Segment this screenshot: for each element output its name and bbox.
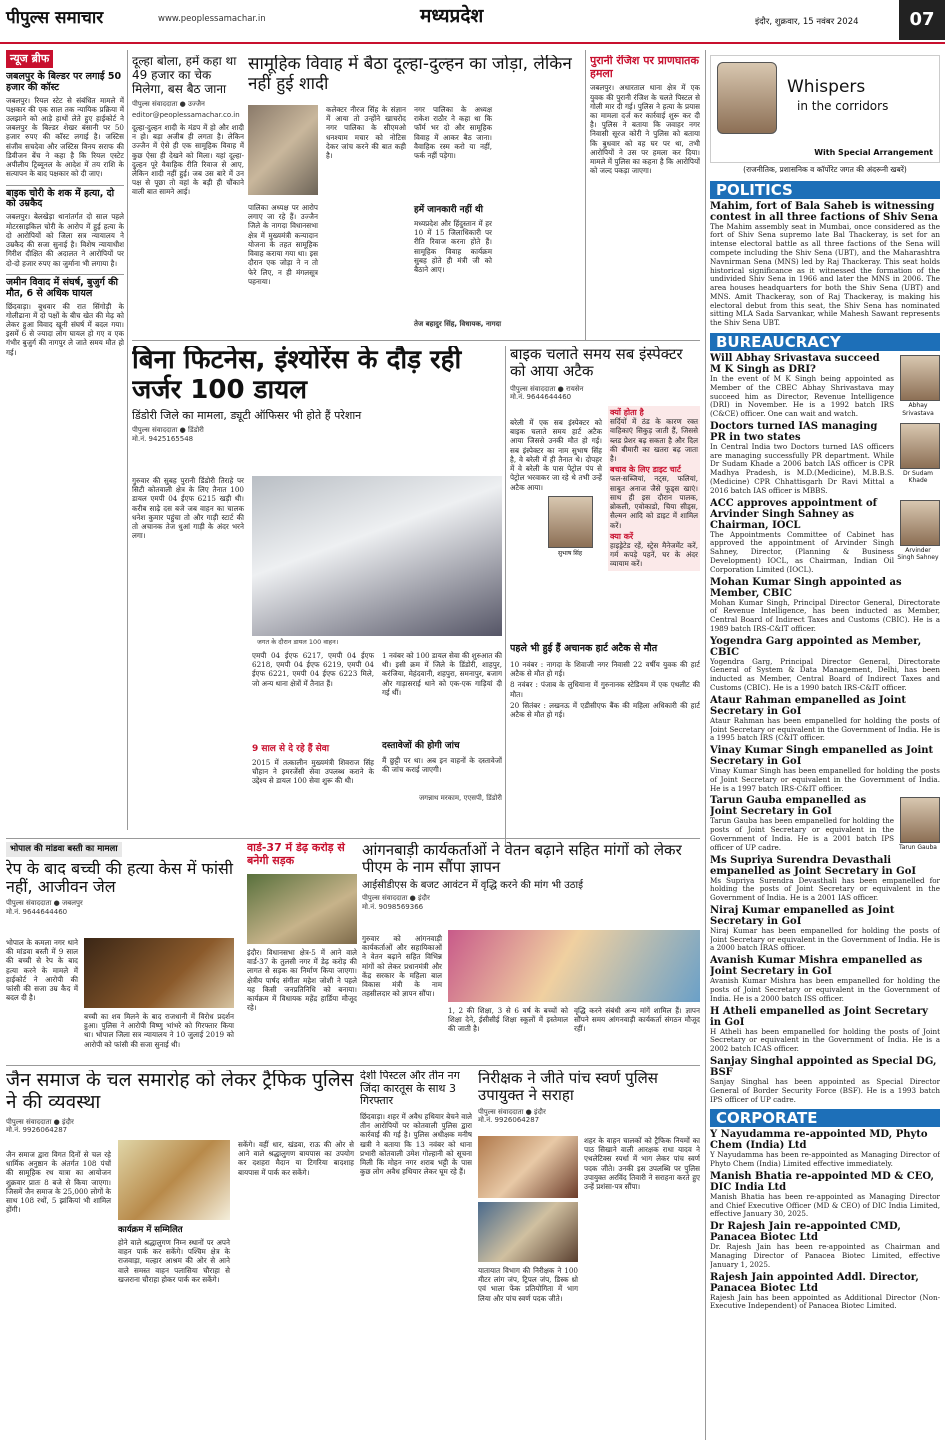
byline: पीपुल्स संवाददाता [132, 426, 178, 435]
photo-caption: जगत के दौरान डायल 100 वाहन। [257, 638, 339, 646]
item-title: Ataur Rahman empanelled as Joint Secretary in GoI [710, 694, 906, 717]
item-title: Tarun Gauba empanelled as Joint Secretary in GoI [710, 795, 867, 818]
anganwadi-photo [448, 930, 700, 1002]
dateline: डिंडोरी [188, 426, 204, 435]
columnist-photo [717, 62, 777, 134]
bureaucracy-item [710, 577, 940, 634]
column-divider [505, 346, 506, 846]
story-dial100: बिना फिटनेस, इंश्योरेंस के दौड़ रही जर्जर 100 डायल डिंडोरी जिले का मामला, ड्यूटी ऑफिसर भी होते हैं परेशान पीपुल्स संवाददाता ● डिंडोरी मो.नं. 9425165548 जगत के दौरान डायल 100 वाहन। गुरुवार की सुबह पुरानी डिंडोरी तिराहे पर सिटी कोतवाली क्षेत्र के लिए तैनात 100 डायल एमपी 04 ईएफ 6215 खड़ी थी। करीब साढ़े दस बजे जब वाहन का चालक धनेश कुमार पहुंचा तो और गाड़ी स्टार्ट की तो अचानक तेज धुआं गाड़ी के अंदर भरने लगा। एमपी 04 ईएफ 6217, एमपी 04 ईएफ 6218, एमपी 04 ईएफ 6219, एमपी 04 ईएफ 6221, एमपी 04 ईएफ 6223 मिले, जो अन्य थाना क्षेत्रों में तैनात हैं। 9 साल से दे रहे हैं सेवा 2015 में तत्कालीन मुख्यमंत्री शिवराज सिंह चौहान ने इमरजेंसी सेवा उपलब्ध कराने के उद्देश्य से डायल 100 सेवा शुरू की थी। 1 नवंबर को 100 डायल सेवा की शुरुआत की थी। इसी क्रम में जिले के डिंडोरी, शाहपुर, करंजिया, मेहंदवानी, शहपुरा, समनापुर, बजाग और गाड़ासराई थाने को एक-एक गाड़ियां दी गई थीं। दस्तावेजों की होगी जांच मैं छुट्टी पर था। अब इन वाहनों के दस्तावेजों की जांच कराई जाएगी। जगन्नाथ मरकाम, एएसपी, डिंडोरी [132, 346, 502, 802]
story-text: वृद्धि करने संबंधी अन्य मांगें शामिल हैं। ज्ञापन सौंपने समय आंगनवाड़ी कार्यकर्ता संगठन मौजूद रहीं। [574, 1006, 700, 1034]
bureaucracy-item [710, 1006, 940, 1054]
bureaucracy-item [710, 695, 940, 743]
photo-caption: सुभाष सिंह [558, 550, 582, 557]
story-title: निरीक्षक ने जीते पांच स्वर्ण पुलिस उपायुक्त ने सराहा [478, 1070, 658, 1105]
dateline: इंदौर [534, 1107, 546, 1116]
item-title: Doctors turned IAS managing PR in two states [710, 420, 878, 443]
dateline: रायसेन [566, 384, 584, 393]
inspector-photo [548, 496, 593, 548]
story-pistol [360, 1070, 472, 1440]
corporate-item [710, 1129, 940, 1169]
brief-title: बाइक चोरी के शक में हत्या, दो को उम्रकैद [6, 187, 115, 210]
story-attack [590, 55, 700, 340]
story-title: जैन समाज के चल समारोह को लेकर ट्रैफिक पुलिस ने की व्यवस्था [6, 1070, 354, 1113]
byline: पीपुल्स संवाददाता [478, 1107, 524, 1116]
item-title: Manish Bhatia re-appointed MD & CEO, DIC India Ltd [710, 1170, 934, 1193]
list-item: 20 सितंबर : लखनऊ में एडीसीएफ बैंक की महिला अधिकारी की हार्ट अटैक से मौत हो गई। [510, 700, 700, 720]
section-title: मध्यप्रदेश [420, 5, 484, 27]
item-text: Ataur Rahman has been empanelled for holding the posts of Joint Secretary or equivalent in the Government of India. He is a 1995 batch IRS (C&IT officer. [710, 715, 940, 743]
photo-caption: Arvinder Singh Sahney [897, 546, 939, 562]
item-text: Avanish Kumar Mishra has been empanelled for holding the posts of Joint Secretary or equivalent in the Government of India. He is a 2000 batch ISS officer. [710, 976, 940, 1003]
item-text: In Central India two Doctors turned IAS officers are managing successfully PR department. While Dr Sudam Khade a 2006 batch IAS officer is CPR Madhya Pradesh, is M.D.(Medicine), M.B.B.S.(Medicine) CPR Chhattisgarh Dr Ravi Mittal a 2016 batch IAS officer is MBBS. [710, 441, 894, 495]
page-number: 07 [899, 0, 945, 40]
item-text: Niraj Kumar has been empanelled for holding the posts of Joint Secretary or equivalent in the Government of India. He is a 2000 batch IRAS officer. [710, 925, 940, 953]
story-award: निरीक्षक ने जीते पांच स्वर्ण पुलिस उपायुक्त ने सराहा पीपुल्स संवाददाता ● इंदौर मो.नं. 9926064287 शहर के वाहन चालकों को ट्रैफिक नियमों का पाठ सिखाने वाली आरक्षक राधा यादव ने एथलेटिक्स स्पर्धा में भाग लेकर पांच स्वर्ण पदक जीते। उनकी इस उपलब्धि पर पुलिस उपायुक्त अरविंद तिवारी ने सराहना करते हुए उन्हें प्रशंसा-पत्र सौंपा। यातायात विभाग की निरीक्षक ने 100 मीटर लांग जंप, ट्रिपल जंप, डिस्क थ्रो एवं भाला फेंक प्रतियोगिता में भाग लिया और पांच स्वर्ण पदक जीते। [478, 1070, 700, 1303]
item-title: Vinay Kumar Singh empanelled as Joint Secretary in GoI [710, 745, 934, 768]
bureaucracy-item [710, 353, 940, 419]
item-text: The Appointments Committee of Cabinet has approved the appointment of Arvinder Singh Sahney, Director, (Planning & Business Development) IOCL, as Chairman, Indian Oil Corporation Limited (IOCL). [710, 529, 894, 574]
bureaucracy-item [710, 955, 940, 1003]
whispers-title: Whispers [787, 77, 866, 97]
story-title: आंगनबाड़ी कार्यकर्ताओं ने वेतन बढ़ाने सहित मांगों को लेकर पीएम के नाम सौंपा ज्ञापन [362, 842, 682, 877]
politics-header: POLITICS [710, 181, 940, 199]
brief-text: छिंदवाड़ा। बुधवार की रात सिंगोड़ी के गोलीढाना में दो पक्षों के बीच खेत की मेढ़ को लेकर हुआ विवाद खूनी संघर्ष में बदल गया। इसमें 6 से ज्यादा लोग घायल हो गए व एक गंभीर बुजुर्ग की नागपुर ले जाते समय मौत हो गई। [6, 301, 124, 357]
story-text: 1, 2 की शिक्षा, 3 से 6 वर्ष के बच्चों को शिक्षा देने, ईसीसीई शिक्षा स्कूलों में इस्तेमाल की जाती है। [448, 1006, 568, 1034]
arrangement-credit: With Special Arrangement [814, 148, 933, 157]
incident-list [510, 660, 700, 719]
column-divider [585, 50, 586, 340]
mobile-number: मो.नं. 9098569366 [362, 902, 424, 911]
story-text: जैन समाज द्वारा विगत दिनों से चल रहे धार्मिक अनुष्ठान के अंतर्गत 108 पंचों की सामूहिक रथ यात्रा का आयोजन शुक्रवार प्रातः 8 बजे से किया जाएगा। जिसमें जैन समाज के 25,000 लोगों के साथ 108 रथों, 5 झांकियां भी शामिल होंगी। [6, 1150, 111, 1215]
corporate-item [710, 1272, 940, 1312]
story-text: भोपाल के कमला नगर थाने की मांडवा बस्ती में 9 साल की बच्ची से रेप के बाद हत्या करने के मामले में हाईकोर्ट ने आरोपी की फांसी की सजा उम्र कैद में बदल दी है। [6, 938, 78, 1003]
byline: पीपुल्स संवाददाता [362, 894, 408, 902]
photo-caption: Abhay Srivastava [902, 402, 934, 417]
story-text: गुरुवार की सुबह पुरानी डिंडोरी तिराहे पर सिटी कोतवाली क्षेत्र के लिए तैनात 100 डायल एमपी 04 ईएफ 6215 खड़ी थी। करीब साढ़े दस बजे जब वाहन का चालक धनेश कुमार पहुंचा तो और गाड़ी स्टार्ट की तो अचानक तेज धुआं गाड़ी के अंदर भरने लगा। [132, 476, 244, 541]
story-text: जबलपुर। अधारताल थाना क्षेत्र में एक युवक की पुरानी रंजिश के चलते पिस्टल से गोली मार दी गई। पुलिस ने हत्या के प्रयास का मामला दर्ज कर कार्रवाई शुरू कर दी है। पुलिस ने बताया कि जवाहर नगर निवासी सूरज कोरी ने पुलिस को बताया कि बुधवार को वह घर पर था, तभी आरोपियों ने उस पर हमला कर दिया। मामले में पुलिस का कहना है कि आरोपियों को जल्द पकड़ा जाएगा। [590, 83, 700, 176]
quote-attribution: जगन्नाथ मरकाम, एएसपी, डिंडोरी [418, 794, 502, 802]
corporate-item [710, 1171, 940, 1219]
sub-head: पहले भी हुई हैं अचानक हार्ट अटैक से मौत [510, 643, 658, 654]
kicker: भोपाल की मांडवा बस्ती का मामला [6, 842, 122, 857]
bureaucracy-item [710, 1056, 940, 1104]
item-title: Dr Rajesh Jain re-appointed CMD, Panacea Biotec Ltd [710, 1221, 901, 1244]
whispers-banner [710, 55, 940, 163]
story-rape-case: भोपाल की मांडवा बस्ती का मामला रेप के बाद बच्ची की हत्या केस में फांसी नहीं, आजीवन जेल पीपुल्स संवाददाता ● जबलपुर मो.नं. 9644644460 भोपाल के कमला नगर थाने की मांडवा बस्ती में 9 साल की बच्ची से रेप के बाद हत्या करने के मामले में हाईकोर्ट ने आरोपी की फांसी की सजा उम्र कैद में बदल दी है। बच्ची का शव मिलने के बाद राजधानी में विरोध प्रदर्शन हुआ। पुलिस ने आरोपी विष्णु भांभरे को गिरफ्तार किया था। भोपाल जिला सत्र न्यायालय ने 10 जुलाई 2019 को आरोपी को फांसी की सजा सुनाई थी। [6, 842, 241, 1060]
person-photo [900, 423, 940, 469]
box-head: बचाव के लिए डाइट चार्ट [610, 465, 681, 475]
story-text: पालिका अध्यक्ष पर आरोप लगाए जा रहे हैं। उज्जैन जिले के नागदा विधानसभा क्षेत्र में मुख्यमंत्री कन्यादान योजना के तहत सामूहिक विवाह कराया गया था। इस दौरान एक जोड़ा ने न तो फेरे लिए, न ही मंगलसूत्र पहनाया। [248, 203, 318, 286]
byline: पीपुल्स संवाददाता [132, 100, 178, 109]
item-title: Rajesh Jain appointed Addl. Director, Panacea Biotec Ltd [710, 1271, 919, 1294]
story-text: 1 नवंबर को 100 डायल सेवा की शुरुआत की थी। इसी क्रम में जिले के डिंडोरी, शाहपुर, करंजिया, मेहंदवानी, शहपुरा, समनापुर, बजाग और गाड़ासराई थाने को एक-एक गाड़ियां दी गई थीं। [382, 651, 502, 697]
item-title: Avanish Kumar Mishra empanelled as Joint Secretary in GoI [710, 955, 923, 978]
tagline: (राजनीतिक, प्रशासनिक व कॉर्पोरेट जगत की अंदरूनी खबरें) [743, 165, 907, 174]
photo-caption: Dr Sudam Khade [903, 469, 933, 485]
item-text: Mohan Kumar Singh, Principal Director General, Directorate of Revenue Intelligence, has been inducted as Member, Central Board of Indirect Taxes and Customs (CBIC). He is a 1989 batch IRS-C&IT officer. [710, 597, 940, 633]
mobile-number: मो.नं. 9644644460 [510, 393, 572, 402]
dial100-vehicle-photo [252, 476, 502, 636]
item-text: Vinay Kumar Singh has been empanelled for holding the posts of Joint Secretary or equivalent in the Government of India. He is a 1997 batch IRS-C&IT officer. [710, 766, 940, 793]
news-brief-column [6, 50, 124, 830]
box-head: क्यों होता है [610, 408, 644, 417]
item-title: H Atheli empanelled as Joint Secretary in GoI [710, 1005, 928, 1028]
story-text: मध्यप्रदेश और हिंदुस्तान में हर 10 में 15 जिलाधिकारी पर रीति रिवाज करना होते हैं। सामूहिक विवाह कार्यक्रम सुबह होते ही मंत्री जी को बैठाने आए। [414, 219, 492, 275]
item-text: Rajesh Jain has been appointed as Additional Director (Non-Executive Independent) of Panacea Biotec Limited. [710, 1292, 940, 1311]
health-tips-box [608, 406, 700, 571]
brief-title: जबलपुर के बिल्डर पर लगाई 50 हजार की कॉस्ट [6, 70, 122, 93]
story-text: नगर पालिका के अध्यक्ष राकेश राठौर ने कहा था कि फॉर्म भर दो और सामूहिक विवाह में आकर बैठ जाना। वैवाहिक रस्म करो या नहीं, फर्क नहीं पड़ेगा। [414, 105, 492, 161]
column-divider [127, 50, 128, 830]
story-jain: जैन समाज के चल समारोह को लेकर ट्रैफिक पुलिस ने की व्यवस्था पीपुल्स संवाददाता ● इंदौर मो.नं. 9926064287 जैन समाज द्वारा विगत दिनों से चल रहे धार्मिक अनुष्ठान के अंतर्गत 108 पंचों की सामूहिक रथ यात्रा का आयोजन शुक्रवार प्रातः 8 बजे से किया जाएगा। जिसमें जैन समाज के 25,000 लोगों के साथ 108 रथों, 5 झांकियां भी शामिल होंगी। कार्यक्रम में सम्मिलित होने वाले श्रद्धालुगण निम्न स्थानों पर अपने वाहन पार्क कर सकेंगे। पश्चिम क्षेत्र के राजवाड़ा, मल्हार आश्रम की ओर से आने वाले समस्त वाहन पलासिया चौराहा से खजराना चौराहा होकर पार्क कर सकेंगे। सकेंगे। वहीं धार, खंडवा, राऊ की ओर से आने वाले श्रद्धालुगण बायपास का उपयोग कर दशहरा मैदान या टिगरिया बादशाह बायपास में पार्क कर सकेंगे। [6, 1070, 354, 1284]
brief-title: जमीन विवाद में संघर्ष, बुजुर्ग की मौत, 6 से अधिक घायल [6, 276, 118, 299]
sub-head: हमें जानकारी नहीं थी [414, 205, 484, 215]
bureaucracy-item [710, 636, 940, 693]
bureaucracy-item [710, 855, 940, 903]
website-url[interactable]: www.peoplessamachar.in [158, 14, 266, 24]
dateline: इंदौर [418, 894, 430, 902]
bureaucracy-list [710, 353, 940, 1104]
person-photo [900, 500, 940, 546]
sub-head: कार्यक्रम में सम्मिलित [118, 1225, 183, 1235]
story-text: सकेंगे। वहीं धार, खंडवा, राऊ की ओर से आने वाले श्रद्धालुगण बायपास का उपयोग कर दशहरा मैदान या टिगरिया बादशाह बायपास में पार्क कर सकेंगे। [238, 1140, 354, 1177]
dateline: इंदौर [62, 1117, 74, 1126]
item-title: Niraj Kumar empanelled as Joint Secretary in GoI [710, 904, 895, 927]
section-divider [6, 1065, 700, 1066]
bureaucracy-item [710, 498, 940, 575]
mobile-number: मो.नं. 9926064287 [478, 1116, 540, 1125]
politics-title: Mahim, fort of Bala Saheb is witnessing contest in all three factions of Shiv Sena [710, 200, 938, 223]
story-text: दूल्हा-दुल्हन शादी के मंडप में हो और शादी न हो। बड़ा अजीब ही लगता है। लेकिन उज्जैन में ऐसे ही एक सामूहिक विवाह में कुछ ऐसा ही देखने को मिला। यहां दूल्हा-दुल्हन पूरे वैवाहिक रीति रिवाज से आए, लेकिन शादी नहीं हुई। जब उस बारे में उन पक्ष से पूछा तो वहां के बड़ी ही चौंकाने वाली बात सामने आई। [132, 122, 244, 197]
story-groom: दूल्हा बोला, हमें कहा था 49 हजार का चेक मिलेगा, बस बैठ जाना पीपुल्स संवाददाता ● उज्जैन editor@peoplessamachar.co.in दूल्हा-दुल्हन शादी के मंडप में हो और शादी न हो। बड़ा अजीब ही लगता है। लेकिन उज्जैन में ऐसे ही एक सामूहिक विवाह में कुछ ऐसा ही देखने को मिला। यहां दूल्हा-दुल्हन पूरे वैवाहिक रीति रिवाज से आए, लेकिन शादी नहीं हुई। जब उस बारे में उन पक्ष से पूछा तो वहां के बड़ी ही चौंकाने वाली बात सामने आई। [132, 55, 244, 197]
story-inspector: बाइक चलाते समय सब इंस्पेक्टर को आया अटैक पीपुल्स संवाददाता ● रायसेन मो.नं. 9644644460 बरेली में एक सब इंस्पेक्टर को बाइक चलाते समय हार्ट अटैक आया जिससे उनकी मौत हो गई। सब इंस्पेक्टर का नाम सुभाष सिंह है, वे बरेली में ही तैनात थे। दोपहर में वे बरेली के पास पेट्रोल पंप से पेट्रोल भरवाकर जा रहे थे तभी उन्हें अटैक आया। सुभाष सिंह क्यों होता है सर्दियों में ठंड के कारण रक्त वाहिकाएं सिकुड़ जाती हैं, जिससे ब्लड प्रेशर बढ़ सकता है और दिल की बीमारी का खतरा बढ़ जाता है। बचाव के लिए डाइट चार्ट फल-सब्जियां, नट्स, फलियां, साबुत अनाज जैसे फूड्स खाएं। साथ ही इस दौरान पालक, ब्रोकली, एवोकाडो, चिया सीड्स, सैल्मन आदि को डाइट में शामिल करें। क्या करें हाइड्रेटेड रहें, स्ट्रेस मैनेजमेंट करें, गर्म कपड़े पहनें, घर के अंदर व्यायाम करें। पहले भी हुई हैं अचानक हार्ट अटैक से मौत 10 नवंबर : नागदा के शिवाजी नगर निवासी 22 वर्षीय युवक की हार्ट अटैक से मौत हो गई। 8 नवंबर : पंजाब के लुधियाना में गुरुनानक स्टेडियम में एक एथलीट की मौत। 20 सितंबर : लखनऊ में एडीसीएफ बैंक की महिला अधिकारी की हार्ट अटैक से मौत हो गई। [510, 346, 700, 720]
story-text: एमपी 04 ईएफ 6217, एमपी 04 ईएफ 6218, एमपी 04 ईएफ 6219, एमपी 04 ईएफ 6221, एमपी 04 ईएफ 6223 मिले, जो अन्य थाना क्षेत्रों में तैनात हैं। [252, 651, 374, 688]
quote-attribution: तेज बहादुर सिंह, विधायक, नागदा [414, 320, 502, 328]
section-divider [132, 340, 700, 341]
person-photo [900, 797, 940, 843]
item-title: ACC approves appointment of Arvinder Singh Sahney as Chairman, IOCL [710, 497, 877, 531]
story-title: देशी पिस्टल और तीन नग जिंदा कारतूस के साथ 3 गिरफ्तार [360, 1070, 460, 1108]
story-text: 2015 में तत्कालीन मुख्यमंत्री शिवराज सिंह चौहान ने इमरजेंसी सेवा उपलब्ध कराने के उद्देश्य से डायल 100 सेवा शुरू की थी। [252, 758, 374, 786]
story-title: सामूहिक विवाह में बैठा दूल्हा-दुल्हन का जोड़ा, लेकिन नहीं हुई शादी [248, 55, 572, 94]
story-title: वार्ड-37 में डेढ़ करोड़ से बनेगी सड़क [247, 842, 345, 867]
road-ceremony-photo [247, 874, 357, 944]
whispers-subtitle: in the corridors [797, 99, 889, 113]
story-title: दूल्हा बोला, हमें कहा था 49 हजार का चेक मिलेगा, बस बैठ जाना [132, 55, 237, 96]
list-item: 8 नवंबर : पंजाब के लुधियाना में गुरुनानक स्टेडियम में एक एथलीट की मौत। [510, 680, 700, 699]
brief-item [6, 72, 124, 179]
mobile-number: मो.नं. 9644644460 [6, 908, 68, 917]
news-brief-label: न्यूज ब्रीफ [6, 50, 53, 68]
brief-text: जबलपुर। बेलखेड़ा थानांतर्गत दो साल पहले मोटरसाइकिल चोरी के आरोप में हुई हत्या के दो आरोपियों को जिला सत्र न्यायालय ने उम्रकैद की सजा सुनाई है। विशेष न्यायाधीश गिरीश दीक्षित की अदालत ने आरोपियों पर दो-दो हजार रुपए का जुर्माना भी लगाया है। [6, 212, 124, 268]
story-text: छिंदवाड़ा। शहर में अवैध हथियार बेचने वाले तीन आरोपियों पर कोतवाली पुलिस द्वारा कार्रवाई की गई है। पुलिस अधीक्षक मनीष खत्री ने बताया कि 13 नवंबर को थाना प्रभारी कोतवाली उमेश गोल्हानी को सूचना मिली कि मोहन नगर शराब भट्टी के पास कुछ लोग अवैध हथियार लेकर घूम रहे हैं। [360, 1111, 472, 1177]
box-head: क्या करें [610, 531, 634, 541]
quote-text: मैं छुट्टी पर था। अब इन वाहनों के दस्तावेजों की जांच कराई जाएगी। [382, 756, 502, 775]
photo-caption: Tarun Gauba [899, 844, 937, 852]
story-title: रेप के बाद बच्ची की हत्या केस में फांसी नहीं, आजीवन जेल [6, 858, 233, 897]
corporate-header: CORPORATE [710, 1109, 940, 1127]
brief-item [6, 274, 124, 357]
bureaucracy-item [710, 905, 940, 953]
email[interactable]: editor@peoplessamachar.co.in [132, 111, 240, 120]
item-text: Y Nayudamma has been re-appointed as Managing Director of Phyto Chem (India) Limited effective immediately. [710, 1150, 940, 1169]
bureaucracy-item [710, 795, 940, 852]
gavel-photo [84, 938, 234, 1008]
story-title: बिना फिटनेस, इंश्योरेंस के दौड़ रही जर्जर 100 डायल [132, 346, 462, 405]
mobile-number: मो.नं. 9425165548 [132, 435, 194, 444]
byline: पीपुल्स संवाददाता [510, 384, 556, 393]
item-title: Y Nayudamma re-appointed MD, Phyto Chem (India) Ltd [710, 1129, 928, 1152]
bureaucracy-item [710, 421, 940, 496]
item-text: H Atheli has been empanelled for holding the posts of Joint Secretary or equivalent in the Government of India. He is a 2002 batch ICAS officer. [710, 1026, 940, 1054]
story-title: बाइक चलाते समय सब इंस्पेक्टर को आया अटैक [510, 346, 683, 381]
newspaper-logo: पीपुल्स समाचार [6, 8, 104, 28]
item-text: Yogendra Garg, Principal Director General, Directorate General of System & Data Management, Delhi, has been inducted as Member, Central Board of Indirect Taxes and Customs (CBIC). He is a 1990 batch IRS-C&IT officer. [710, 656, 940, 692]
story-text: होने वाले श्रद्धालुगण निम्न स्थानों पर अपने वाहन पार्क कर सकेंगे। पश्चिम क्षेत्र के राजवाड़ा, मल्हार आश्रम की ओर से आने वाले समस्त वाहन पलासिया चौराहा से खजराना चौराहा होकर पार्क कर सकेंगे। [118, 1238, 230, 1284]
item-text: Dr. Rajesh Jain has been re-appointed as Chairman and Managing Director of Panacea Biotec Limited, effective January 1, 2025. [710, 1242, 940, 1269]
item-text: Ms Supriya Surendra Devasthali has been empanelled for holding the posts of Joint Secretary or equivalent in the Government of India. He is a 2001 IAS officer. [710, 875, 940, 903]
dateline: जबलपुर [62, 899, 83, 908]
procession-photo [118, 1140, 230, 1220]
story-text: इंदौर। विधानसभा क्षेत्र-5 में आने वाले वार्ड-37 के तुलसी नगर में डेढ़ करोड़ की लागत से सड़क का निर्माण किया जाएगा। क्षेत्रीय पार्षद संगीता महेश जोशी ने पहले यह किसी जनप्रतिनिधि को बनाया। कार्यक्रम में विधायक महेंद्र हार्डिया मौजूद रहे। [247, 948, 357, 1013]
story-title: पुरानी रंजिश पर प्राणघातक हमला [590, 55, 699, 80]
story-text: गुरुवार को आंगनवाड़ी कार्यकर्ताओं और सहायिकाओं ने वेतन बढ़ाने सहित विभिन्न मांगों को लेकर प्रधानमंत्री और केंद्र सरकार के महिला बाल विकास मंत्री के नाम तहसीलदार को ज्ञापन सौंपा। [362, 934, 442, 999]
masthead [0, 0, 945, 44]
bureaucracy-header: BUREAUCRACY [710, 333, 940, 351]
sub-head: 9 साल से दे रहे हैं सेवा [252, 744, 330, 754]
box-text: सर्दियों में ठंड के कारण रक्त वाहिकाएं सिकुड़ जाती हैं, जिससे ब्लड प्रेशर बढ़ सकता है और दिल की बीमारी का खतरा बढ़ जाता है। [610, 417, 698, 464]
brief-text: जबलपुर। रियल स्टेट से संबंधित मामले में पक्षकार की एक साल तक न्यायिक प्रक्रिया में उलझाने को आड़े हाथों लेते हुए हाईकोर्ट ने जबलपुर के बिल्डर शेखर बंसानी पर 50 हजार रुपए की कॉस्ट लगाई है। जस्टिस संजीव सचदेवा और जस्टिस विनय सराफ की डिवीजन बेंच ने कहा है कि रियल एस्टेट अपीलीय ट्रिब्यूनल के आदेश में तय राशि के सत्यापन के बाद पक्षकार को दी जाए। [6, 95, 124, 179]
list-item: 10 नवंबर : नागदा के शिवाजी नगर निवासी 22 वर्षीय युवक की हार्ट अटैक से मौत हो गई। [510, 660, 700, 679]
item-text: Manish Bhatia has been re-appointed as Managing Director and Chief Executive Officer (MD & CEO) of DIC India Limited, effective January 30, 2025. [710, 1191, 940, 1219]
story-road [247, 842, 357, 1060]
edition-date: इंदौर, शुक्रवार, 15 नवंबर 2024 [755, 17, 859, 27]
item-title: Will Abhay Srivastava succeed M K Singh as DRI? [710, 353, 880, 375]
dateline: उज्जैन [188, 100, 205, 109]
whispers-column [710, 55, 940, 1440]
story-anganwadi: आंगनबाड़ी कार्यकर्ताओं ने वेतन बढ़ाने सहित मांगों को लेकर पीएम के नाम सौंपा ज्ञापन आईसीडीएस के बजट आवंटन में वृद्धि करने की मांग भी उठाई पीपुल्स संवाददाता ● इंदौर मो.नं. 9098569366 गुरुवार को आंगनवाड़ी कार्यकर्ताओं और सहायिकाओं ने वेतन बढ़ाने सहित विभिन्न मांगों को लेकर प्रधानमंत्री और केंद्र सरकार के महिला बाल विकास मंत्री के नाम तहसीलदार को ज्ञापन सौंपा। 1, 2 की शिक्षा, 3 से 6 वर्ष के बच्चों को शिक्षा देने, ईसीसीई शिक्षा स्कूलों में इस्तेमाल की जाती है। वृद्धि करने संबंधी अन्य मांगें शामिल हैं। ज्ञापन सौंपने समय आंगनवाड़ी कार्यकर्ता संगठन मौजूद रहीं। [362, 842, 700, 1034]
item-title: Mohan Kumar Singh appointed as Member, CBIC [710, 576, 902, 599]
item-text: In the event of M K Singh being appointed as Member of the CBEC Abhay Shrivastava may succeed him as Director, Revenue Intelligence (DRI) in November. He is a 1992 batch IRS (C&CE) officer. One can wait and watch. [710, 374, 894, 419]
box-text: फल-सब्जियां, नट्स, फलियां, साबुत अनाज जैसे फूड्स खाएं। साथ ही इस दौरान पालक, ब्रोकली, एवोकाडो, चिया सीड्स, सैल्मन आदि को डाइट में शामिल करें। [610, 474, 698, 530]
story-text: शहर के वाहन चालकों को ट्रैफिक नियमों का पाठ सिखाने वाली आरक्षक राधा यादव ने एथलेटिक्स स्पर्धा में भाग लेकर पांच स्वर्ण पदक जीते। उनकी इस उपलब्धि पर पुलिस उपायुक्त अरविंद तिवारी ने सराहना करते हुए उन्हें प्रशंसा-पत्र सौंपा। [584, 1136, 700, 1192]
byline: पीपुल्स संवाददाता [6, 899, 52, 908]
mobile-number: मो.नं. 9926064287 [6, 1126, 68, 1135]
bureaucracy-item [710, 745, 940, 793]
corporate-item [710, 1221, 940, 1269]
award-photo-1 [478, 1136, 578, 1198]
item-text: Tarun Gauba has been empanelled for holding the posts of Joint Secretary or equivalent in the Government of India. He is a 2001 batch IPS officer of UP cadre. [710, 816, 894, 852]
story-mass-wedding [248, 55, 578, 335]
item-text: Sanjay Singhal has been appointed as Special Director General of Border Security Force (BSF). He is a 1993 batch IPS officer of UP cadre. [710, 1076, 940, 1104]
box-text: हाइड्रेटेड रहें, स्ट्रेस मैनेजमेंट करें, गर्म कपड़े पहनें, घर के अंदर व्यायाम करें। [610, 540, 698, 569]
story-text: यातायात विभाग की निरीक्षक ने 100 मीटर लांग जंप, ट्रिपल जंप, डिस्क थ्रो एवं भाला फेंक प्रतियोगिता में भाग लिया और पांच स्वर्ण पदक जीते। [478, 1266, 578, 1303]
section-divider [6, 838, 700, 839]
brief-item [6, 185, 124, 268]
politics-text: The Mahim assembly seat in Mumbai, once considered as the fort of Shiv Sena supremo late Bal Thackeray, is set for an intense electoral battle as all three factions of the Sena will compete including the Shiv Sena (UBT), and the Maharashtra Navnirman Sena (MNS) led by Raj Thackeray. This seat holds historical significance as it witnessed the formation of the undivided Shiv Sena in 1966 and later the MNS in 2006. The area houses headquarters for both the Shiv Sena (UBT) and MNS. Amit Thackeray, son of Raj Thackeray, is making his electoral debut from this seat, the Shiv Sena has nominated sitting MLA Sada Sarvankar, while Mahesh Sawant represents the Shiv Sena UBT. [710, 221, 940, 328]
item-title: Yogendra Garg appointed as Member, CBIC [710, 635, 922, 658]
item-title: Sanjay Singhal appointed as Special DG, BSF [710, 1055, 937, 1078]
award-photo-2 [478, 1202, 578, 1262]
story-text: बच्ची का शव मिलने के बाद राजधानी में विरोध प्रदर्शन हुआ। पुलिस ने आरोपी विष्णु भांभरे को गिरफ्तार किया था। भोपाल जिला सत्र न्यायालय ने 10 जुलाई 2019 को आरोपी को फांसी की सजा सुनाई थी। [84, 1012, 234, 1049]
story-text: बरेली में एक सब इंस्पेक्टर को बाइक चलाते समय हार्ट अटैक आया जिससे उनकी मौत हो गई। सब इंस्पेक्टर का नाम सुभाष सिंह है, वे बरेली में ही तैनात थे। दोपहर में वे बरेली के पास पेट्रोल पंप से पेट्रोल भरवाकर जा रहे थे तभी उन्हें अटैक आया। [510, 418, 602, 492]
sub-head: दस्तावेजों की होगी जांच [382, 741, 460, 751]
story-subtitle: डिंडोरी जिले का मामला, ड्यूटी ऑफिसर भी होते हैं परेशान [132, 408, 362, 422]
story-text: कलेक्टर नीरज सिंह के संज्ञान में आया तो उन्होंने खाचरोद नगर पालिका के सीएमओ धनश्याम मचार को नोटिस देकर जांच करने की बात कही है। [326, 105, 406, 161]
wedding-photo [248, 105, 318, 195]
column-divider [705, 50, 706, 1440]
item-title: Ms Supriya Surendra Devasthali empanelled as Joint Secretary in GoI [710, 854, 917, 877]
story-subtitle: आईसीडीएस के बजट आवंटन में वृद्धि करने की मांग भी उठाई [362, 879, 584, 891]
person-photo [900, 355, 940, 401]
byline: पीपुल्स संवाददाता [6, 1117, 52, 1126]
corporate-list [710, 1129, 940, 1311]
